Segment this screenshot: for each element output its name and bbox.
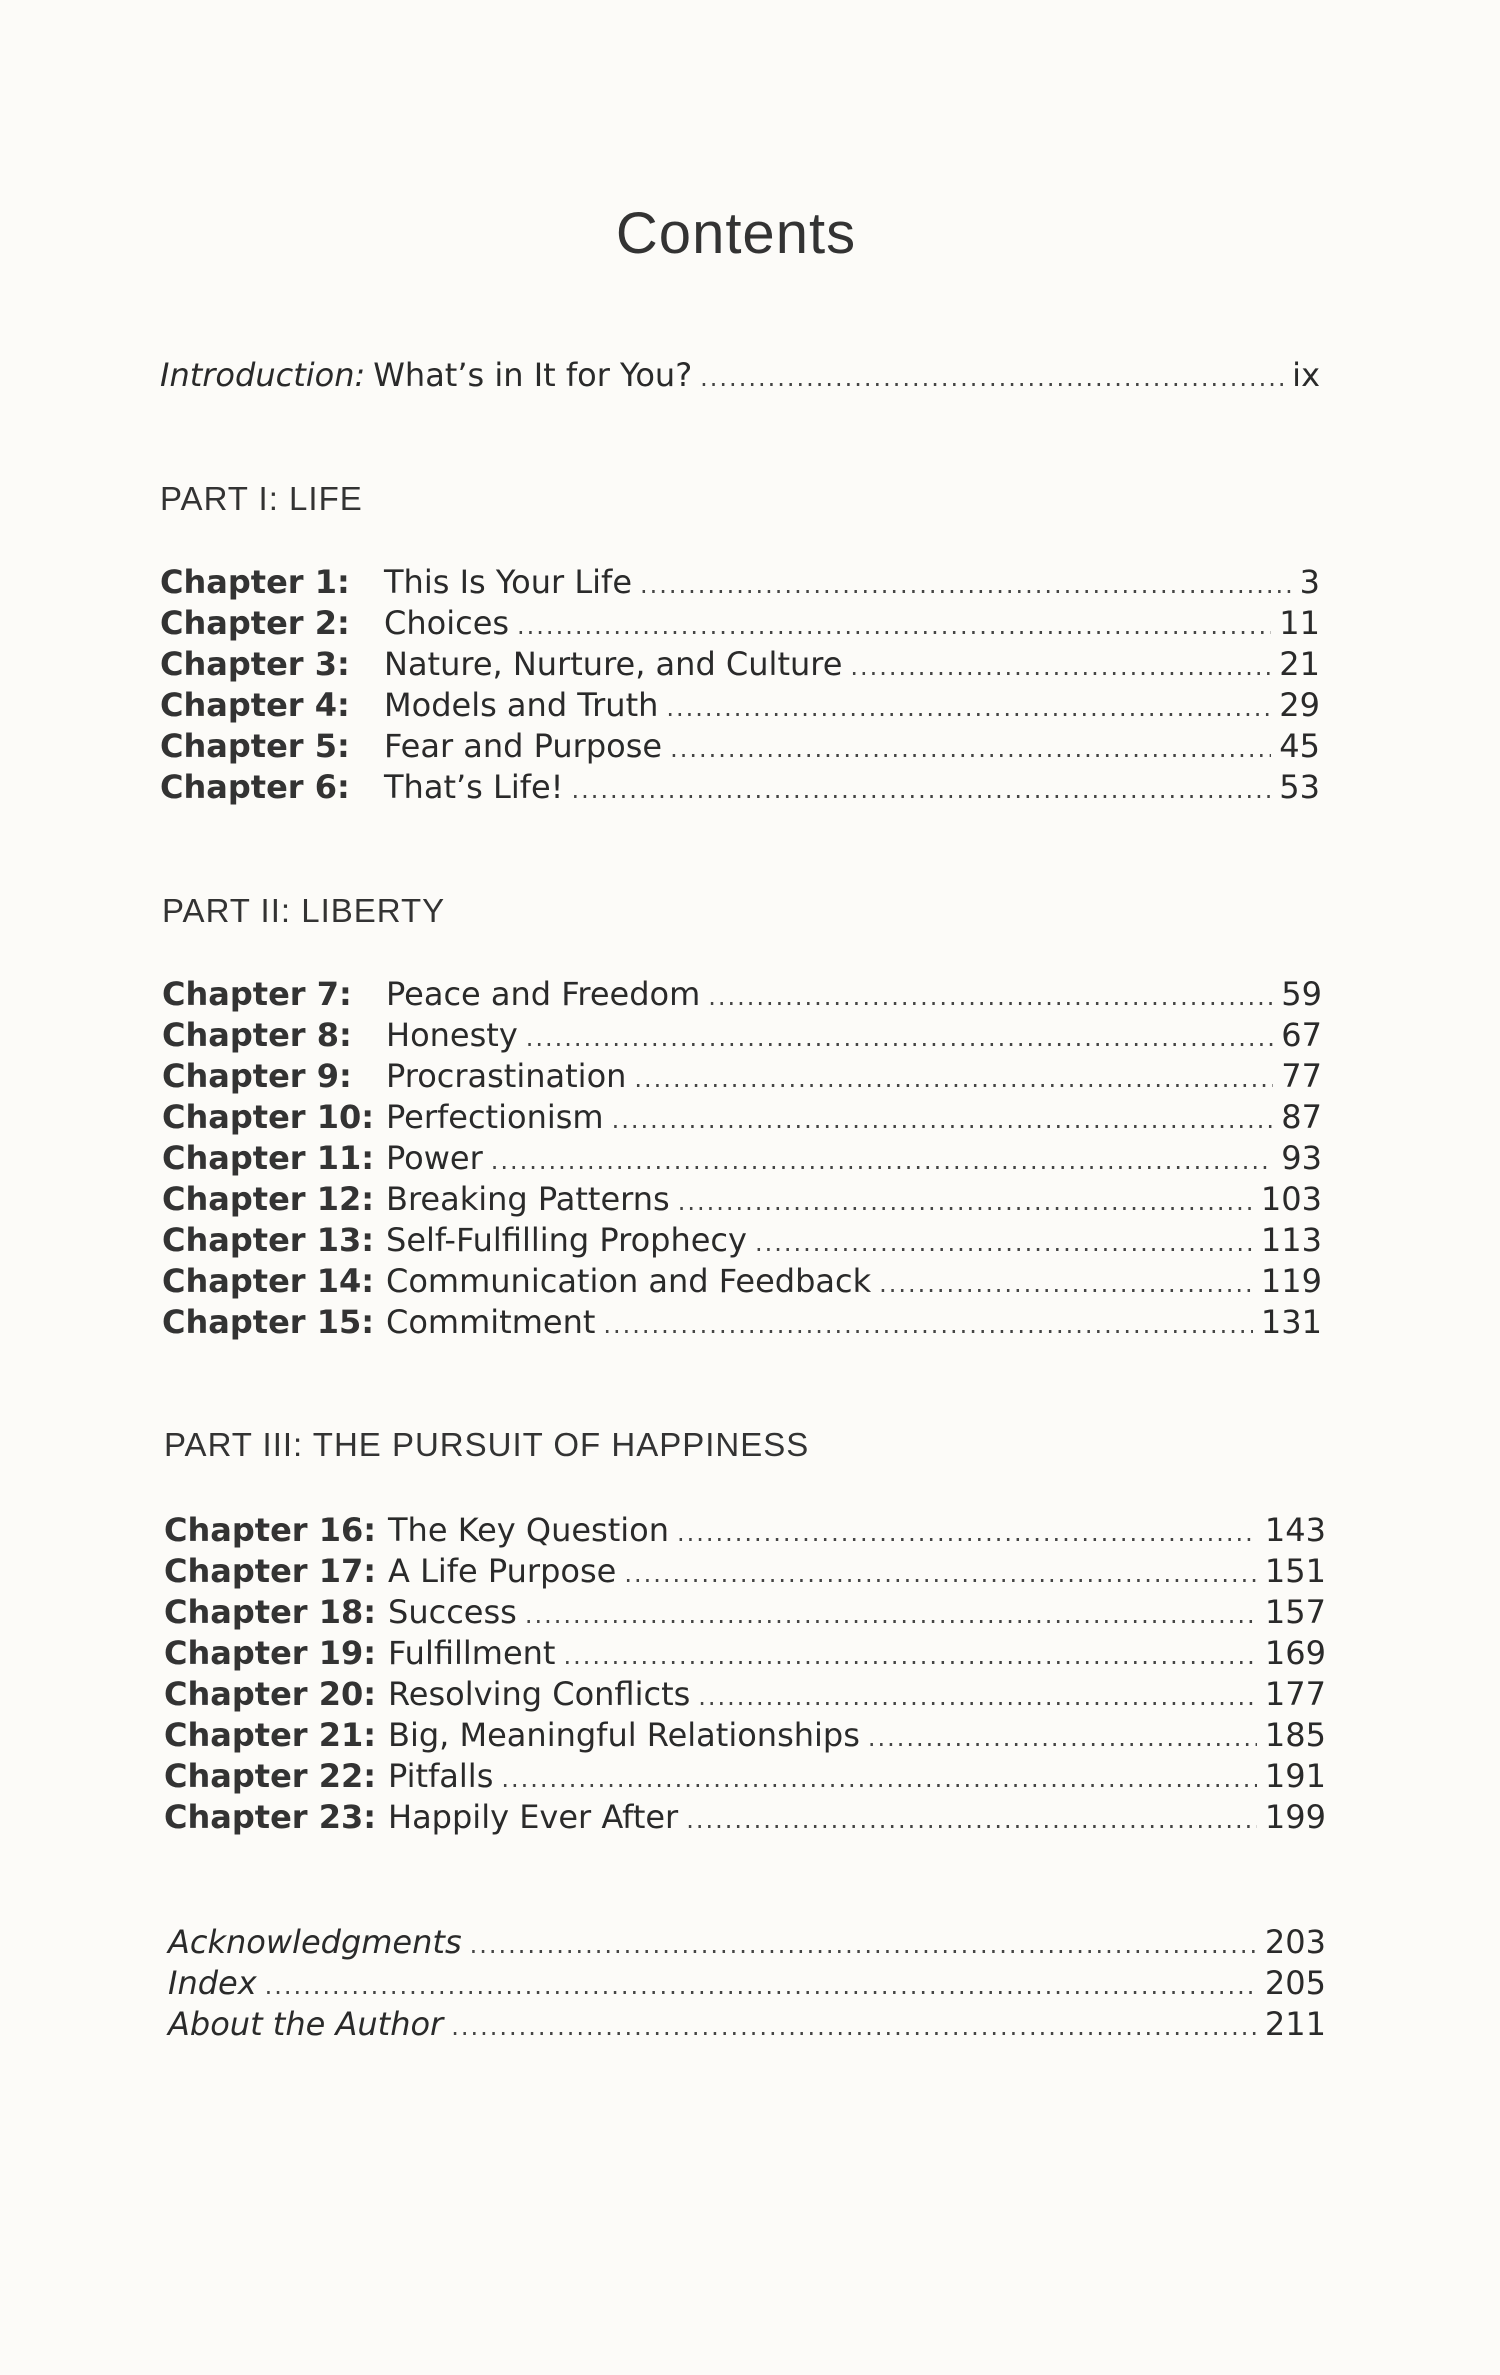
dot-leader (868, 1718, 1257, 1759)
dot-leader (265, 1966, 1257, 2007)
toc-entry-chapter-11[interactable] (162, 1138, 1322, 1179)
chapter-label: Chapter 16: (164, 1511, 377, 1549)
page-number: 11 (1279, 604, 1320, 642)
chapter-title: Fulfillment (388, 1634, 556, 1672)
dot-leader (698, 1677, 1257, 1718)
chapter-label: Chapter 14: (162, 1262, 375, 1300)
chapter-title: Perfectionism (386, 1098, 604, 1136)
dot-leader (603, 1305, 1253, 1346)
page-number: 3 (1299, 563, 1320, 601)
page-number: 21 (1279, 645, 1320, 683)
dot-leader (666, 688, 1271, 729)
dot-leader (700, 357, 1284, 399)
chapter-title: Fear and Purpose (384, 727, 663, 765)
chapter-label: Chapter 13: (162, 1221, 375, 1259)
chapter-label: Chapter 12: (162, 1180, 375, 1218)
chapter-label: Chapter 5: (160, 727, 350, 765)
chapter-label: Chapter 3: (160, 645, 350, 683)
dot-leader (526, 1018, 1274, 1059)
chapter-title: Happily Ever After (388, 1798, 679, 1836)
chapter-label: Chapter 10: (162, 1098, 375, 1136)
toc-entry-chapter-15[interactable] (162, 1302, 1322, 1343)
page-number: 185 (1264, 1716, 1326, 1754)
chapter-title: This Is Your Life (384, 563, 632, 601)
toc-entry-chapter-6[interactable] (160, 767, 1320, 808)
chapter-title: Peace and Freedom (386, 975, 701, 1013)
page-title: Contents (615, 201, 857, 266)
chapter-label: Chapter 2: (160, 604, 350, 642)
page-number: 177 (1264, 1675, 1326, 1713)
page-number: 53 (1279, 768, 1320, 806)
toc-entry-acknowledgments[interactable] (168, 1922, 1326, 1963)
toc-entry-chapter-17[interactable] (164, 1551, 1326, 1592)
chapter-label: Chapter 19: (164, 1634, 377, 1672)
chapter-label: Chapter 1: (160, 563, 350, 601)
dot-leader (755, 1223, 1253, 1264)
page-number: 131 (1260, 1303, 1322, 1341)
chapter-label: Chapter 21: (164, 1716, 377, 1754)
page-number: 29 (1279, 686, 1320, 724)
toc-entry-chapter-12[interactable] (162, 1179, 1322, 1220)
toc-entry-index[interactable] (168, 1963, 1326, 2004)
toc-entry-chapter-23[interactable] (164, 1797, 1326, 1838)
introduction-title: What’s in It for You? (373, 356, 693, 394)
dot-leader (525, 1595, 1257, 1636)
page-number: 151 (1264, 1552, 1326, 1590)
page-number: 203 (1264, 1923, 1326, 1961)
dot-leader (563, 1636, 1256, 1677)
page-number: 157 (1264, 1593, 1326, 1631)
toc-entry-chapter-8[interactable] (162, 1015, 1322, 1056)
chapter-title: Models and Truth (384, 686, 659, 724)
chapter-label: Chapter 6: (160, 768, 350, 806)
dot-leader (670, 729, 1271, 770)
dot-leader (451, 2007, 1257, 2048)
toc-entry-chapter-2[interactable] (160, 603, 1320, 644)
page-number: 205 (1264, 1964, 1326, 2002)
page-number: 199 (1264, 1798, 1326, 1836)
page-number: ix (1292, 356, 1320, 394)
page-number: 113 (1260, 1221, 1322, 1259)
dot-leader (572, 770, 1272, 811)
page-number: 211 (1264, 2005, 1326, 2043)
dot-leader (470, 1925, 1257, 1966)
dot-leader (501, 1759, 1257, 1800)
page-number: 45 (1279, 727, 1320, 765)
chapter-title: Big, Meaningful Relationships (388, 1716, 860, 1754)
dot-leader (686, 1800, 1257, 1841)
page-number: 59 (1281, 975, 1322, 1013)
backmatter-title: Acknowledgments (168, 1923, 462, 1961)
toc-entry-introduction[interactable] (160, 354, 1320, 396)
dot-leader (678, 1182, 1253, 1223)
chapter-label: Chapter 11: (162, 1139, 375, 1177)
toc-entry-chapter-1[interactable] (160, 562, 1320, 603)
chapter-label: Chapter 15: (162, 1303, 375, 1341)
toc-entry-chapter-18[interactable] (164, 1592, 1326, 1633)
chapter-title: Nature, Nurture, and Culture (384, 645, 843, 683)
page-number: 191 (1264, 1757, 1326, 1795)
dot-leader (634, 1059, 1273, 1100)
part-heading-3: PART III: THE PURSUIT OF HAPPINESS (164, 1426, 810, 1463)
backmatter-title: About the Author (168, 2005, 444, 2043)
toc-entry-chapter-21[interactable] (164, 1715, 1326, 1756)
toc-entry-chapter-14[interactable] (162, 1261, 1322, 1302)
toc-entry-chapter-16[interactable] (164, 1510, 1326, 1551)
toc-entry-chapter-5[interactable] (160, 726, 1320, 767)
page-number: 103 (1260, 1180, 1322, 1218)
toc-entry-chapter-3[interactable] (160, 644, 1320, 685)
chapter-title: Success (388, 1593, 517, 1631)
chapter-label: Chapter 7: (162, 975, 352, 1013)
chapter-title: That’s Life! (384, 768, 564, 806)
chapter-label: Chapter 22: (164, 1757, 377, 1795)
chapter-title: Resolving Conflicts (388, 1675, 691, 1713)
chapter-title: Commitment (386, 1303, 596, 1341)
chapter-title: The Key Question (388, 1511, 669, 1549)
toc-entry-chapter-10[interactable] (162, 1097, 1322, 1138)
backmatter-title: Index (168, 1964, 257, 2002)
chapter-title: Communication and Feedback (386, 1262, 872, 1300)
dot-leader (491, 1141, 1274, 1182)
chapter-label: Chapter 17: (164, 1552, 377, 1590)
chapter-title: Self-Fulfilling Prophecy (386, 1221, 747, 1259)
chapter-label: Chapter 23: (164, 1798, 377, 1836)
chapter-label: Chapter 8: (162, 1016, 352, 1054)
dot-leader (640, 565, 1292, 606)
part-heading-2: PART II: LIBERTY (162, 892, 446, 929)
toc-entry-about-the-author[interactable] (168, 2004, 1326, 2045)
chapter-label: Chapter 9: (162, 1057, 352, 1095)
toc-entry-chapter-22[interactable] (164, 1756, 1326, 1797)
page-number: 119 (1260, 1262, 1322, 1300)
chapter-label: Chapter 4: (160, 686, 350, 724)
toc-entry-chapter-9[interactable] (162, 1056, 1322, 1097)
dot-leader (677, 1513, 1257, 1554)
page-number: 169 (1264, 1634, 1326, 1672)
chapter-title: Pitfalls (388, 1757, 494, 1795)
chapter-title: Breaking Patterns (386, 1180, 670, 1218)
toc-entry-chapter-7[interactable] (162, 974, 1322, 1015)
toc-entry-chapter-4[interactable] (160, 685, 1320, 726)
chapter-label: Chapter 20: (164, 1675, 377, 1713)
chapter-title: Procrastination (386, 1057, 627, 1095)
dot-leader (879, 1264, 1253, 1305)
part-heading-1: PART I: LIFE (160, 480, 363, 517)
dot-leader (517, 606, 1271, 647)
page-number: 77 (1281, 1057, 1322, 1095)
chapter-label: Chapter 18: (164, 1593, 377, 1631)
toc-entry-chapter-19[interactable] (164, 1633, 1326, 1674)
dot-leader (708, 977, 1273, 1018)
chapter-title: Power (386, 1139, 483, 1177)
page-number: 143 (1264, 1511, 1326, 1549)
dot-leader (624, 1554, 1257, 1595)
chapter-title: A Life Purpose (388, 1552, 617, 1590)
chapter-title: Choices (384, 604, 510, 642)
dot-leader (850, 647, 1271, 688)
page-number: 67 (1281, 1016, 1322, 1054)
dot-leader (612, 1100, 1274, 1141)
page-number: 93 (1281, 1139, 1322, 1177)
toc-entry-chapter-20[interactable] (164, 1674, 1326, 1715)
toc-entry-chapter-13[interactable] (162, 1220, 1322, 1261)
chapter-title: Honesty (386, 1016, 518, 1054)
introduction-label: Introduction: (160, 356, 366, 394)
page-number: 87 (1281, 1098, 1322, 1136)
